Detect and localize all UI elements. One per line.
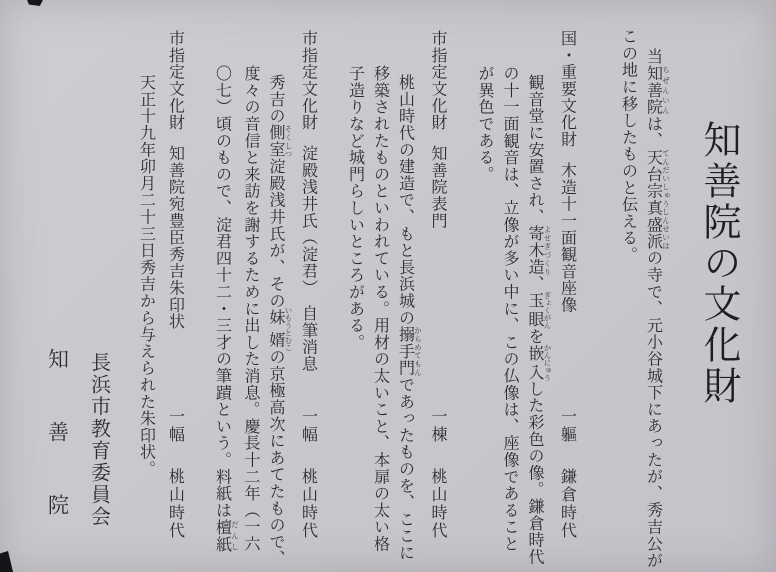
section-city-designated-yodo-letter — [211, 0, 322, 572]
section-national-important-cultural-property — [473, 0, 581, 572]
section-city-designated-hideyoshi-shuinjo — [135, 0, 189, 572]
body-line: 秀吉の側室そくしつ淀殿浅井氏が、その妹婿いもうとむこの京極高次にあてたもので、 — [267, 74, 293, 567]
item-name: 木造十一面観音座像 — [558, 161, 578, 313]
section-body — [211, 0, 293, 572]
body-line: の十一面観音は、立像が多い中に、この仏像は、座像であること — [501, 65, 520, 553]
body-line: が異色である。 — [476, 65, 495, 183]
designation-label: 市指定文化財 — [299, 30, 319, 131]
intro-line-1: 当知善院ちぜんいんは、天台宗真盛派てんだいしゅうしんせいはの寺で、元小谷城下にあったが、秀吉公が — [644, 48, 671, 569]
quantity-label: 一棟 — [429, 408, 448, 444]
designation-label: 市指定文化財 — [166, 30, 186, 131]
section-body — [344, 0, 423, 572]
designation-label: 市指定文化財 — [429, 30, 448, 131]
credits — [42, 0, 113, 572]
designation-label: 国・重要文化財 — [558, 30, 578, 148]
sign-title: 知善院の文化財 — [697, 120, 741, 407]
body-line: 〇七）頃のもので、淀君四十二・三才の筆蹟という。料紙は檀紙だんし — [213, 65, 240, 553]
period-label: 桃山時代 — [299, 468, 319, 540]
period-label: 桃山時代 — [429, 468, 448, 540]
intro-paragraph — [617, 0, 671, 572]
section-body — [135, 0, 160, 572]
item-name: 知善院表門 — [429, 144, 448, 229]
section-heading — [164, 0, 189, 572]
period-label: 桃山時代 — [166, 468, 186, 540]
quantity-label: 一幅 — [166, 408, 186, 444]
body-line: 桃山時代の建造で、もと長浜城の搦手門からめてもんであったものを、ここに — [396, 74, 423, 562]
period-label: 鎌倉時代 — [558, 468, 578, 540]
section-heading — [426, 0, 451, 572]
section-body — [473, 0, 552, 572]
section-heading — [556, 0, 581, 572]
section-city-designated-front-gate — [344, 0, 452, 572]
intro-line-2: この地に移したものと伝える。 — [619, 28, 639, 264]
temple-name: 知善院 — [45, 348, 70, 567]
body-line: 子造りなど城門らしいところがある。 — [346, 65, 366, 351]
body-line: 観音堂に安置され、寄木造よせぎづくり、玉眼ぎょくがんを嵌入かんにゅうした彩色の像。鎌倉時代 — [526, 74, 552, 566]
body-line: 度々の音信と来訪を謝するために出した消息。慶長十二年（一六 — [242, 65, 261, 553]
body-line: 天正十九年卯月二十三日秀吉から与えられた朱印状。 — [137, 74, 157, 478]
section-heading — [297, 0, 322, 572]
item-name: 淀殿浅井氏（淀君） 自筆消息 — [299, 144, 319, 373]
quantity-label: 一幅 — [299, 408, 319, 444]
item-name: 知善院宛豊臣秀吉朱印状 — [166, 144, 186, 330]
issuer-name: 長浜市教育委員会 — [87, 352, 112, 528]
quantity-label: 一軀 — [558, 408, 578, 444]
body-line: 移築されたものといわれている。用材の太いこと、本扉の太い格 — [371, 65, 391, 553]
